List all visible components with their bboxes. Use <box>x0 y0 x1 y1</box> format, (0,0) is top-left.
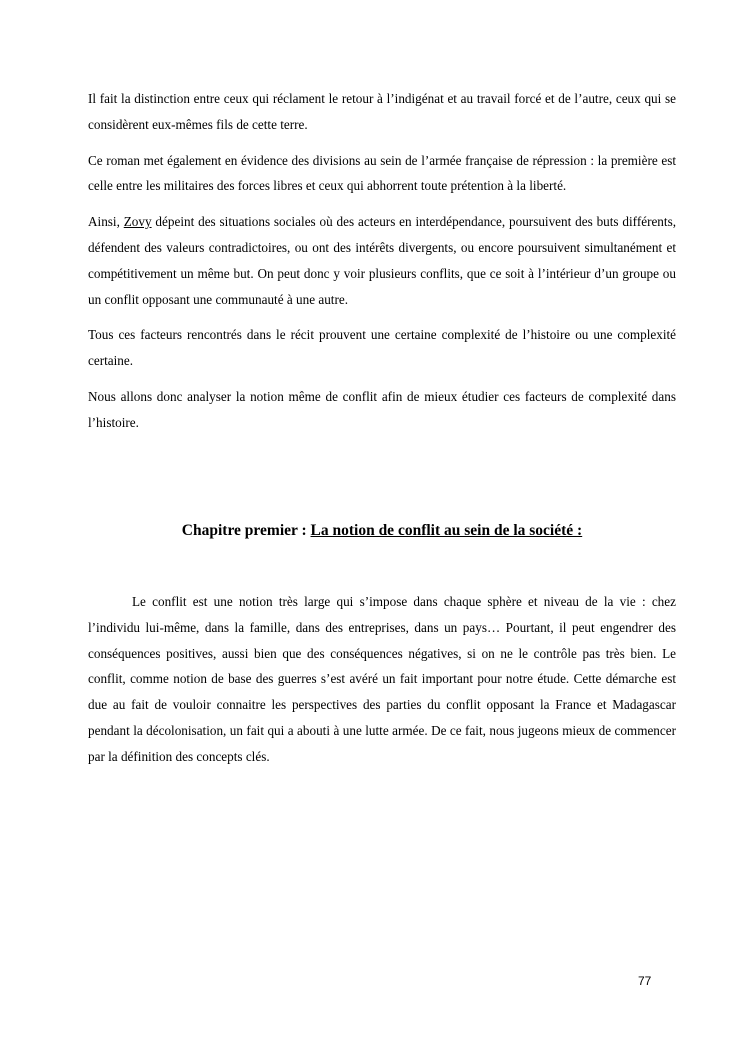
paragraph-zovy <box>88 209 676 312</box>
paragraph-zovy-before: Ainsi, <box>88 214 124 230</box>
page-number: 77 <box>638 974 652 988</box>
chapter-prefix: Chapitre premier : <box>181 522 311 539</box>
zovy-underlined: Zovy <box>123 214 152 230</box>
section-body <box>88 589 676 780</box>
paragraph-conflit: Le conflit est une notion très large qui s’impose dans chaque sphère et niveau de la vie : chez l’individu lui-même, dans la famille, dans des entreprises, dans un pays… Pourtant, il peut engendrer des conséquences positives, aussi bien que des conséquences négatives, si on ne le contrôle pas très bien. Le conflit, comme notion de base des guerres s’est avéré un fait important pour notre étude. Cette démarche est due au fait de vouloir connaitre les perspectives des parties du conflit opposant la France et Madagascar pendant la décolonisation, un fait qui a abouti à une lutte armée. De ce fait, nous jugeons mieux de commencer par la définition des concepts clés. <box>88 594 676 764</box>
chapter-title: La notion de conflit au sein de la société : <box>310 522 583 539</box>
paragraph-facteurs: Tous ces facteurs rencontrés dans le récit prouvent une certaine complexité de l’histoire ou une complexité certaine. <box>88 327 676 369</box>
paragraph-analyse: Nous allons donc analyser la notion même de conflit afin de mieux étudier ces facteurs de complexité dans l’histoire. <box>88 388 676 430</box>
document-body <box>88 86 676 446</box>
chapter-heading <box>88 518 676 544</box>
paragraph-divisions: Ce roman met également en évidence des divisions au sein de l’armée française de répression : la première est celle entre les militaires des forces libres et ceux qui abhorrent toute prétention à la liberté. <box>88 152 676 194</box>
paragraph-distinction: Il fait la distinction entre ceux qui réclament le retour à l’indigénat et au travail forcé et de l’autre, ceux qui se considèrent eux-mêmes fils de cette terre. <box>88 91 676 132</box>
paragraph-zovy-after: dépeint des situations sociales où des acteurs en interdépendance, poursuivent des buts différents, défendent des valeurs contradictoires, ou ont des intérêts divergents, ou encore poursuivent simultanément et compétitivement un même but. On peut donc y voir plusieurs conflits, que ce soit à l’intérieur d’un groupe ou un conflit opposant une communauté à une autre. <box>88 214 676 307</box>
